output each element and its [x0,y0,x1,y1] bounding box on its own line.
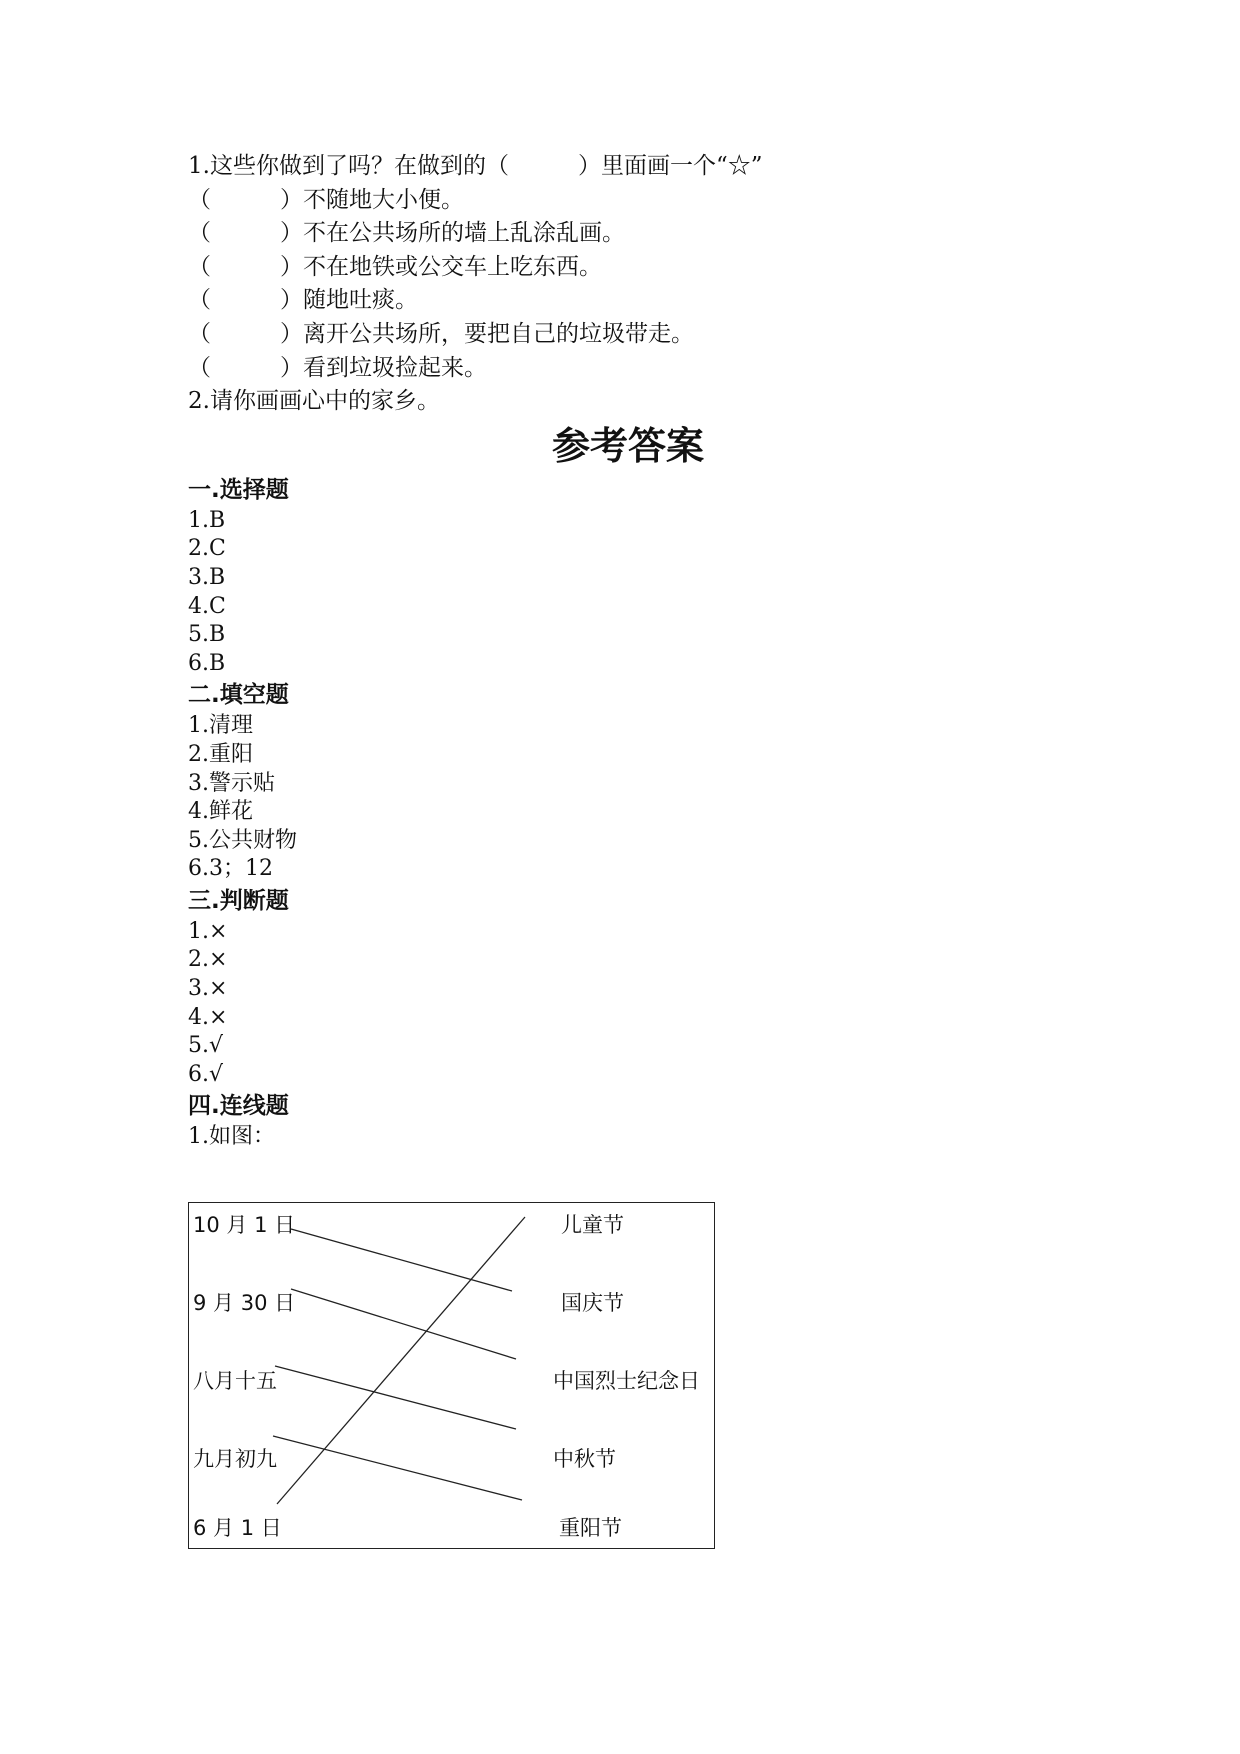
question-1-item: （ ）不随地大小便。 [188,186,464,213]
right-label: 中国烈士纪念日 [553,1369,700,1393]
answer-item: 3.B [188,564,226,590]
question-1-item: （ ）离开公共场所，要把自己的垃圾带走。 [188,320,694,347]
right-label: 国庆节 [561,1291,624,1315]
left-label: 九月初九 [193,1447,277,1471]
question-2: 2.请你画画心中的家乡。 [188,388,440,415]
connection-line [291,1229,512,1291]
answer-item: 3.× [188,976,228,1002]
right-label: 中秋节 [553,1447,616,1471]
section-heading-fill: 二.填空题 [188,682,289,709]
left-label: 八月十五 [193,1369,277,1393]
answer-item: 4.C [188,593,226,619]
section-heading-choice: 一.选择题 [188,476,289,503]
answer-item: 4.鲜花 [188,799,253,825]
left-label: 10 月 1 日 [193,1213,296,1237]
answer-item: 6.3；12 [188,856,273,882]
answer-item: 6.√ [188,1061,224,1087]
answer-item: 2.× [188,947,228,973]
answer-item: 6.B [188,650,226,676]
left-label: 6 月 1 日 [193,1516,282,1540]
answer-item: 5.公共财物 [188,827,297,853]
answers-title: 参考答案 [551,423,704,468]
section-heading-match: 四.连线题 [188,1093,289,1120]
connection-line [291,1289,516,1359]
answer-item: 3.警示贴 [188,770,275,796]
question-1-intro: 1.这些你做到了吗？在做到的（ ）里面画一个“☆” [188,153,763,179]
answer-item: 2.C [188,536,226,562]
section-heading-judge: 三.判断题 [188,887,289,914]
matching-diagram [188,1202,715,1549]
question-1-item: （ ）不在地铁或公交车上吃东西。 [188,253,602,280]
document-page [188,150,1068,1152]
question-1-item: （ ）随地吐痰。 [188,287,418,314]
left-label: 9 月 30 日 [193,1291,296,1315]
question-1-item: （ ）不在公共场所的墙上乱涂乱画。 [188,220,625,247]
answer-item: 1.如图： [188,1124,275,1150]
answer-item: 5.B [188,622,226,648]
answer-item: 5.√ [188,1033,224,1059]
connection-line [273,1436,522,1500]
right-label: 重阳节 [559,1516,622,1540]
right-label: 儿童节 [561,1213,624,1237]
question-1-item: （ ）看到垃圾捡起来。 [188,354,487,381]
connection-line [275,1366,516,1429]
answer-item: 2.重阳 [188,741,253,767]
answer-item: 1.× [188,918,228,944]
answer-item: 1.清理 [188,713,253,739]
answer-item: 4.× [188,1004,228,1030]
answer-item: 1.B [188,507,226,533]
